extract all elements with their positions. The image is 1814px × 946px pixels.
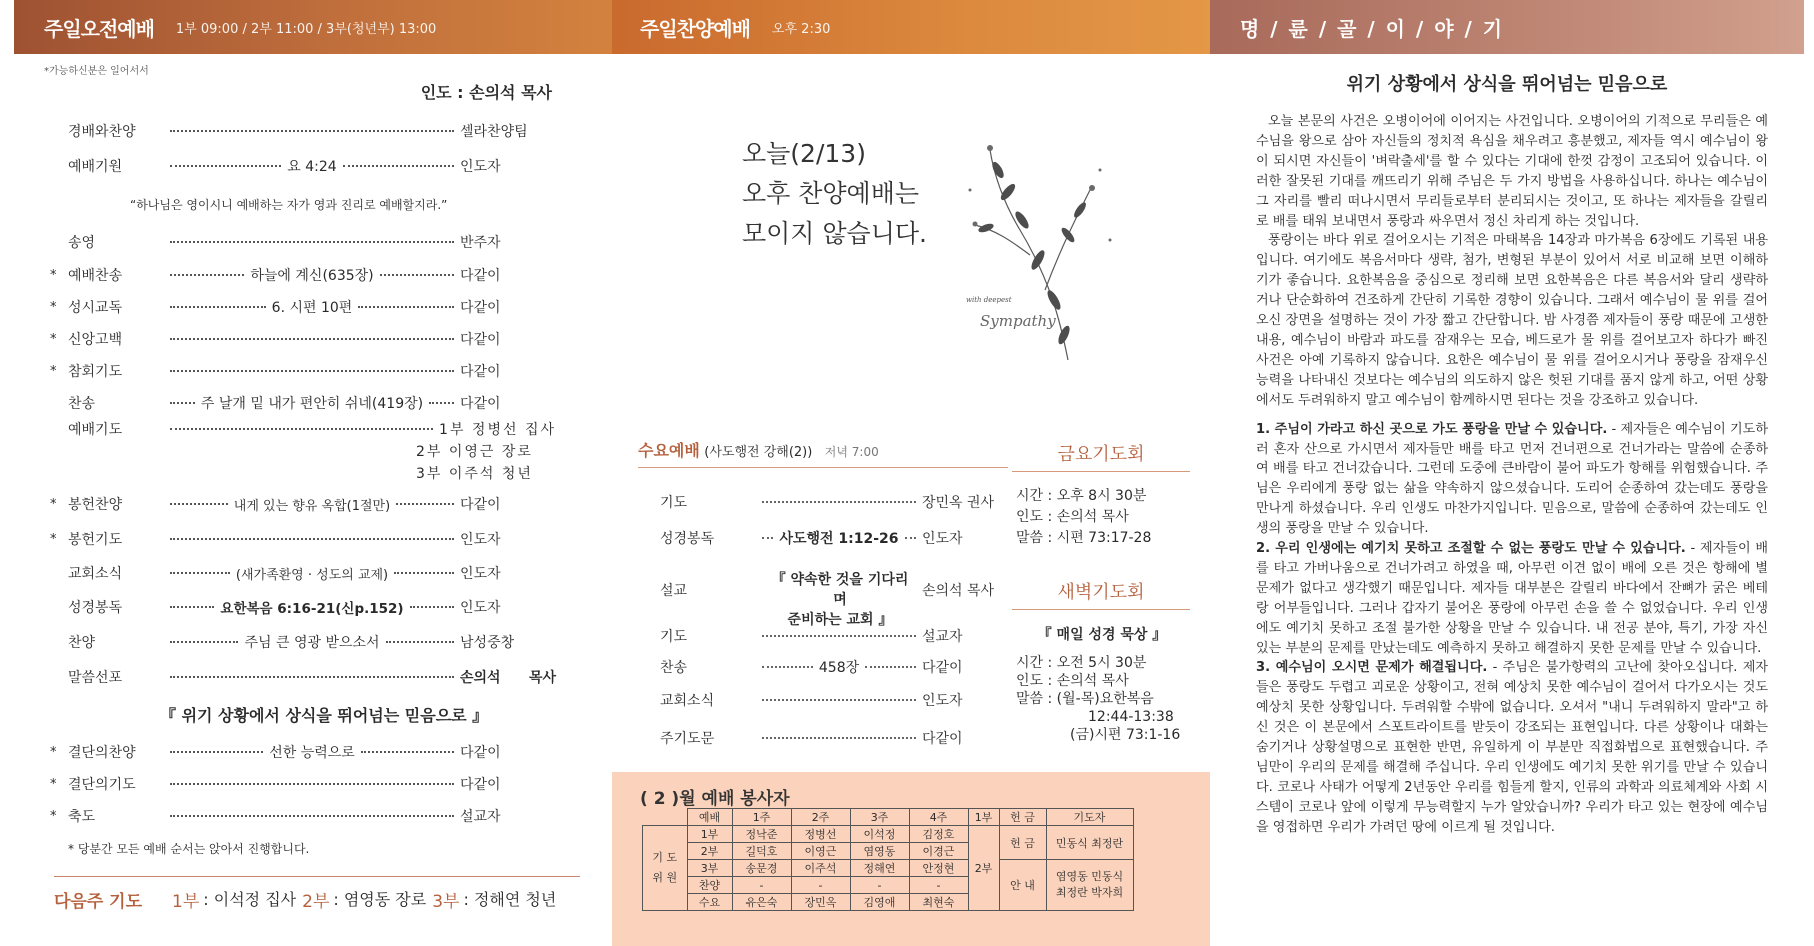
volunteer-roster bbox=[612, 772, 1210, 946]
wednesday-row: 성경봉독 사도행전 1:12-26 인도자 bbox=[660, 531, 963, 547]
order-person: 다같이 bbox=[460, 364, 501, 380]
order-label: 신앙고백 bbox=[68, 332, 123, 348]
order-row bbox=[50, 231, 556, 253]
seated-notice: * 당분간 모든 예배 순서는 앉아서 진행합니다. bbox=[68, 842, 310, 856]
order-row bbox=[50, 120, 556, 142]
order-person: 인도자 bbox=[460, 159, 501, 175]
order-label: 예배기도 bbox=[68, 422, 123, 438]
order-content: (새가족환영 · 성도의 교제) bbox=[235, 567, 389, 583]
order-row: * 성시교독 6. 시편 10편 다같이 bbox=[50, 296, 556, 318]
order-row: * 축도 설교자 bbox=[50, 805, 556, 827]
essay-point-2: 2. 우리 인생에는 예기치 못하고 조절할 수 없는 풍랑도 만날 수 있습니다. - 제자들이 배를 타고 가버나움으로 건너가려고 하였을 때, 아무런 이견 없이 배에 오른 것은 항해에 별문제가 없다고 생각했기 때문입니다. 제자들 대부분은 갈릴리 바다에서 잔뼈가 굵은 베테랑 어부들입니다. 그러나 갑자기 불어온 풍랑에 아무런 손을 쓸 수 없었습니다. 우리 인생에도 예기치 못하고 조절 불가한 상황을 만날 수 있습니다. 내 전공 분야, 특기, 가장 자신 있는 부분의 문제를 만났는데도 예측하지 못하고 해결하지 못한 문제를 만날 수 있습니다. bbox=[1256, 541, 1768, 656]
order-label: 봉헌기도 bbox=[68, 532, 123, 548]
order-label: 결단의기도 bbox=[68, 777, 136, 793]
order-label: 송영 bbox=[68, 235, 96, 251]
order-row: * 결단의기도 다같이 bbox=[50, 773, 556, 795]
story-header bbox=[1210, 0, 1804, 54]
prayer-3rd-service: 3부 이주석 청년 bbox=[416, 466, 533, 482]
order-content: 내게 있는 향유 옥합(1절만) bbox=[233, 498, 391, 514]
svg-text:Sympathy: Sympathy bbox=[980, 312, 1056, 330]
order-row bbox=[50, 666, 556, 688]
wednesday-row: 기도 설교자 bbox=[660, 629, 963, 645]
order-label: 예배기원 bbox=[68, 159, 123, 175]
order-row: * 결단의찬양 선한 능력으로 다같이 bbox=[50, 741, 556, 763]
order-content: 요 4:24 bbox=[287, 159, 337, 175]
order-person: 다같이 bbox=[460, 268, 501, 284]
roster-row: 찬양 - - - - bbox=[643, 877, 1134, 894]
roster-title: ( 2 )월 예배 봉사자 bbox=[640, 789, 790, 809]
next-week-prayer: 다음주 기도 1부 : 이석정 집사 2부 : 염영동 장로 3부 : 정해연 청년 bbox=[54, 876, 580, 912]
morning-service-title: 주일오전예배 bbox=[44, 16, 154, 41]
praise-service-time: 오후 2:30 bbox=[771, 21, 831, 37]
order-row: * 참회기도 다같이 bbox=[50, 360, 556, 382]
wednesday-row: 찬송 458장 다같이 bbox=[660, 660, 963, 676]
order-label: 봉헌찬양 bbox=[68, 497, 123, 513]
wednesday-row: 주기도문 다같이 bbox=[660, 731, 963, 747]
roster-row: 수요 유은숙 장민옥 김영애 최현숙 bbox=[643, 894, 1134, 911]
order-row: * 봉헌기도 인도자 bbox=[50, 528, 556, 550]
order-person: 다같이 bbox=[460, 332, 501, 348]
wednesday-row: 기도 장민옥 권사 bbox=[660, 495, 995, 511]
order-person: 인도자 bbox=[460, 532, 501, 548]
order-label: 결단의찬양 bbox=[68, 745, 136, 761]
order-row: * 봉헌찬양 내게 있는 향유 옥합(1절만) 다같이 bbox=[50, 493, 556, 515]
next-week-label: 다음주 기도 bbox=[54, 892, 143, 912]
story-title: 명 / 륜 / 골 / 이 / 야 / 기 bbox=[1240, 16, 1505, 41]
order-label: 참회기도 bbox=[68, 364, 123, 380]
order-person: 인도자 bbox=[460, 600, 501, 616]
order-person: 반주자 bbox=[460, 235, 501, 251]
order-person: 1부 정병선 집사 bbox=[439, 422, 556, 438]
essay-paragraph: 풍랑이는 바다 위로 걸어오시는 기적은 마태복음 14장과 마가복음 6장에도 기록된 내용입니다. 여기에도 복음서마다 생략, 첨가, 변형된 부분이 있어서 서로 비교해 보면 이해하기가 좋습니다. 요한복음을 중심으로 정리해 보면 요한복음은 다른 복음서와 달리 생략하거나 단순화하여 건조하게 간단히 기록한 경향이 있습니다. 그래서 예수님이 물 위를 걸어오신 장면을 설명하는 것이 가장 짧고 간단합니다. 밤 사경쯤 제자들이 풍랑 때문에 고생한 내용, 예수님이 바람과 파도를 잠재우는 모습, 베드로가 물 위를 걸어보고자 하다가 빠진 사건은 아예 기록하지 않습니다. 요한은 예수님이 물 위를 걸어오시거나 풍랑을 잠재우신 능력을 나타내신 것보다는 예수님의 의도하지 않은 헛된 기대를 품지 않게 하고, 어떤 상황에서도 두려워하지 말고 예수님이 함께하시면 된다는 것을 강조하고 있습니다. bbox=[1256, 233, 1768, 408]
prayer-2nd-service: 2부 이영근 장로 bbox=[416, 444, 533, 460]
order-label: 찬양 bbox=[68, 635, 96, 651]
order-label: 축도 bbox=[68, 809, 96, 825]
sermon-title: 『 위기 상황에서 상식을 뛰어넘는 믿음으로 』 bbox=[160, 706, 489, 725]
order-label: 경배와찬양 bbox=[68, 124, 136, 140]
order-person: 셀라찬양팀 bbox=[460, 124, 528, 140]
praise-service-title: 주일찬양예배 bbox=[640, 16, 750, 41]
roster-table: 예배 1주 2주 3주 4주 1부 헌 금 기도자 기 도 위 원 1부 정낙준 정병선 이석정 김정호 2부 헌 금 민동식 최정란 2부 길덕호 이영근 염영동 이경근 3부 송문경 이주석 정해연 안정현 안 내 염영동 민동식 최정란 박자희 찬양 - - - - 수요 유은숙 장민옥 김영애 최현숙 bbox=[642, 808, 1134, 911]
service-leader: 인도 : 손의석 목사 bbox=[420, 83, 552, 102]
essay-point-3: 3. 예수님이 오시면 문제가 해결됩니다. - 주님은 불가항력의 고난에 찾아오십니다. 제자들은 풍랑도 두렵고 괴로운 상황이고, 전혀 예상치 못한 예수님이 걸어서 다가오시는 것도 예상치 못한 상황입니다. 두려워할 수밖에 없습니다. 오셔서 "내니 두려워하지 말라"고 하신 것은 이 본문에서 스포트라이트를 받듯이 강조되는 표현입니다. 다른 상황이나 대화는 숨기거나 상황설명으로 표현한 반면, 유일하게 이 부분만 직접화법으로 표현했습니다. 주님만이 우리의 문제를 해결해 주십니다. 우리 인생에도 예기치 못한 위기를 만날 수 있습니다. 코로나 사태가 어떻게 2년동안 우리를 힘들게 할지, 인류의 과학과 의료체계와 사회 시스템이 코로나 앞에 이렇게 무능력할지 누가 알았습니까? 우리가 타고 있는 현장에 예수님을 영접하면 우리가 가려던 땅에 이르게 될 것입니다. bbox=[1256, 660, 1768, 835]
order-row: * 예배찬송 하늘에 계신(635장) 다같이 bbox=[50, 264, 556, 286]
wednesday-sermon-title: 『 약속한 것을 기다리며 준비하는 교회 』 bbox=[771, 572, 909, 628]
order-label: 찬송 bbox=[68, 396, 96, 412]
order-person: 손의석 목사 bbox=[460, 670, 556, 686]
essay-title: 위기 상황에서 상식을 뛰어넘는 믿음으로 bbox=[1346, 74, 1668, 95]
order-person: 다같이 bbox=[460, 396, 501, 412]
friday-prayer-info: 시간 : 오후 8시 30분 인도 : 손의석 목사 말씀 : 시편 73:17-28 bbox=[1016, 488, 1152, 546]
roster-row: 기 도 위 원 1부 정낙준 정병선 이석정 김정호 2부 헌 금 민동식 최정란 bbox=[643, 826, 1134, 843]
order-row bbox=[50, 562, 556, 584]
order-label: 교회소식 bbox=[68, 566, 123, 582]
dawn-prayer-info: 시간 : 오전 5시 30분 인도 : 손의석 목사 말씀 : (월-목)요한복음 12:44-13:38 (금)시편 73:1-16 bbox=[1016, 655, 1181, 743]
order-row bbox=[50, 155, 556, 177]
order-content: 주님 큰 영광 받으소서 bbox=[244, 635, 380, 651]
order-label: 성시교독 bbox=[68, 300, 123, 316]
order-person: 인도자 bbox=[460, 566, 501, 582]
order-row bbox=[50, 418, 556, 440]
order-content: 하늘에 계신(635장) bbox=[250, 268, 374, 284]
order-content: 6. 시편 10편 bbox=[271, 300, 353, 316]
standing-note: *가능하신분은 일어서서 bbox=[44, 66, 149, 77]
dawn-prayer-title: 새벽기도회 bbox=[1012, 578, 1190, 610]
essay-point-1: 1. 주님이 가라고 하신 곳으로 가도 풍랑을 만날 수 있습니다. - 제자들은 예수님이 기도하러 혼자 산으로 가시면서 제자들만 배를 타고 먼저 건너편으로 건너가라는 말씀에 순종하여 배를 타고 건너갔습니다. 그런데 도중에 큰바람이 불어 파도가 항해를 위험했습니다. 주님은 우리에게 풍랑 없는 삶을 약속하지 않으셨습니다. 도리어 순종하여 갔는데도 풍랑을 만나게 하셨습니다. 우리 인생도 마찬가지입니다. 믿음으로, 말씀에 순종하여 갔는데도 인생의 풍랑을 만날 수 있습니다. bbox=[1256, 421, 1768, 537]
order-row bbox=[50, 596, 556, 618]
flower-sympathy-illustration bbox=[950, 130, 1120, 370]
order-label: 말씀선포 bbox=[68, 670, 123, 686]
order-person: 다같이 bbox=[460, 300, 501, 316]
praise-service-header bbox=[612, 0, 1210, 54]
order-person: 다같이 bbox=[460, 497, 501, 513]
order-row: * 신앙고백 다같이 bbox=[50, 328, 556, 350]
essay-paragraph: 오늘 본문의 사건은 오병이어에 이어지는 사건입니다. 오병이어의 기적으로 무리들은 예수님을 왕으로 삼아 자신들의 정치적 욕심을 채우려고 흥분했고, 제자들 역시 예수님이 왕이 되시면 자신들이 '벼락출세'를 할 수 있다는 기대에 한껏 감정이 고조되어 있습니다. 이러한 잘못된 기대를 깨뜨리기 위해 주님은 두 가지 방법을 사용하십니다. 하나는 예수님이 그 자리를 빨리 떠나시면서 무리들로부터 분리되시는 것이고, 또 하나는 제자들을 갈릴리로 배를 태워 보내면서 풍랑과 싸우면서 정신 차리게 하는 것입니다. bbox=[1256, 114, 1768, 229]
order-label: 성경봉독 bbox=[68, 600, 123, 616]
order-person: 다같이 bbox=[460, 777, 501, 793]
order-person: 남성중창 bbox=[460, 635, 515, 651]
wednesday-row: 교회소식 인도자 bbox=[660, 693, 963, 709]
order-row bbox=[50, 392, 556, 414]
order-content: 선한 능력으로 bbox=[269, 745, 355, 761]
wednesday-service-header: 수요예배 (사도행전 강해(2)) 저녁 7:00 bbox=[638, 438, 1008, 468]
essay-body bbox=[1256, 112, 1768, 838]
morning-service-times: 1부 09:00 / 2부 11:00 / 3부(청년부) 13:00 bbox=[175, 21, 437, 37]
order-content: 요한복음 6:16-21(신p.152) bbox=[220, 601, 404, 617]
order-content: 주 날개 밑 내가 편안히 쉬네(419장) bbox=[200, 396, 424, 412]
friday-prayer-title: 금요기도회 bbox=[1012, 440, 1190, 472]
morning-service-header bbox=[14, 0, 612, 54]
order-person: 다같이 bbox=[460, 745, 501, 761]
roster-row: 2부 길덕호 이영근 염영동 이경근 bbox=[643, 843, 1134, 860]
wednesday-row: 설교 손의석 목사 bbox=[660, 583, 995, 599]
svg-text:with deepest: with deepest bbox=[966, 296, 1012, 304]
afternoon-cancel-notice: 오늘(2/13) 오후 찬양예배는 모이지 않습니다. bbox=[742, 139, 927, 248]
order-person: 설교자 bbox=[460, 809, 501, 825]
order-row bbox=[50, 631, 556, 653]
daily-devotion-heading: 『 매일 성경 묵상 』 bbox=[1037, 627, 1167, 643]
roster-row: 3부 송문경 이주석 정해연 안정현 안 내 염영동 민동식 최정란 박자희 bbox=[643, 860, 1134, 877]
scripture-quote: “하나님은 영이시니 예배하는 자가 영과 진리로 예배할지라.” bbox=[130, 198, 448, 212]
order-label: 예배찬송 bbox=[68, 268, 123, 284]
